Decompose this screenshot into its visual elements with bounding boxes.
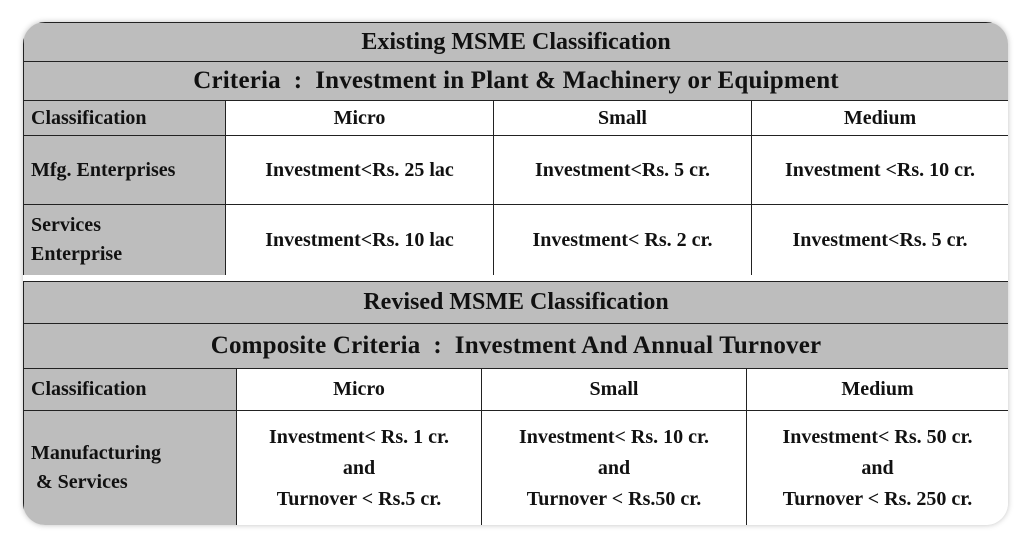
row-label-line: Services	[31, 214, 101, 236]
table-row	[24, 136, 1009, 205]
existing-mfg-micro: Investment<Rs. 25 lac	[226, 136, 494, 205]
row-label-line: & Services	[31, 471, 128, 493]
existing-mfg-small: Investment<Rs. 5 cr.	[494, 136, 752, 205]
revised-micro-cell	[237, 411, 482, 526]
existing-criteria: Criteria : Investment in Plant & Machinery or Equipment	[24, 62, 1009, 101]
investment-limit: Investment< Rs. 1 cr.	[268, 425, 450, 448]
existing-header-medium: Medium	[752, 101, 1009, 136]
existing-mfg-medium: Investment <Rs. 10 cr.	[752, 136, 1009, 205]
row-label-manufacturing-services	[24, 411, 237, 526]
existing-services-small: Investment< Rs. 2 cr.	[494, 205, 752, 276]
row-label-line: Enterprise	[31, 243, 123, 265]
revised-header-classification: Classification	[24, 369, 237, 411]
revised-header-micro: Micro	[237, 369, 482, 411]
revised-medium-cell	[747, 411, 1009, 526]
conjunction: and	[861, 456, 894, 479]
row-label-mfg-enterprises: Mfg. Enterprises	[24, 136, 226, 205]
revised-criteria: Composite Criteria : Investment And Annual Turnover	[24, 324, 1009, 369]
turnover-limit: Turnover < Rs. 250 cr.	[782, 487, 973, 510]
revised-header-small: Small	[482, 369, 747, 411]
existing-header-micro: Micro	[226, 101, 494, 136]
existing-classification-table	[23, 22, 1008, 276]
existing-header-small: Small	[494, 101, 752, 136]
conjunction: and	[342, 456, 376, 479]
existing-services-micro: Investment<Rs. 10 lac	[226, 205, 494, 276]
investment-limit: Investment< Rs. 50 cr.	[782, 425, 973, 448]
revised-classification-table	[23, 281, 1008, 525]
existing-services-medium: Investment<Rs. 5 cr.	[752, 205, 1009, 276]
conjunction: and	[597, 456, 631, 479]
revised-title: Revised MSME Classification	[24, 282, 1009, 324]
row-label-line: Manufacturing	[31, 442, 161, 464]
revised-header-medium: Medium	[747, 369, 1009, 411]
table-row	[24, 411, 1009, 526]
row-label-services-enterprise	[24, 205, 226, 276]
turnover-limit: Turnover < Rs.50 cr.	[526, 487, 702, 510]
revised-small-cell	[482, 411, 747, 526]
turnover-limit: Turnover < Rs.5 cr.	[276, 487, 442, 510]
msme-classification-card	[23, 22, 1008, 525]
existing-header-classification: Classification	[24, 101, 226, 136]
table-row	[24, 205, 1009, 276]
investment-limit: Investment< Rs. 10 cr.	[518, 425, 710, 448]
existing-title: Existing MSME Classification	[24, 23, 1009, 62]
